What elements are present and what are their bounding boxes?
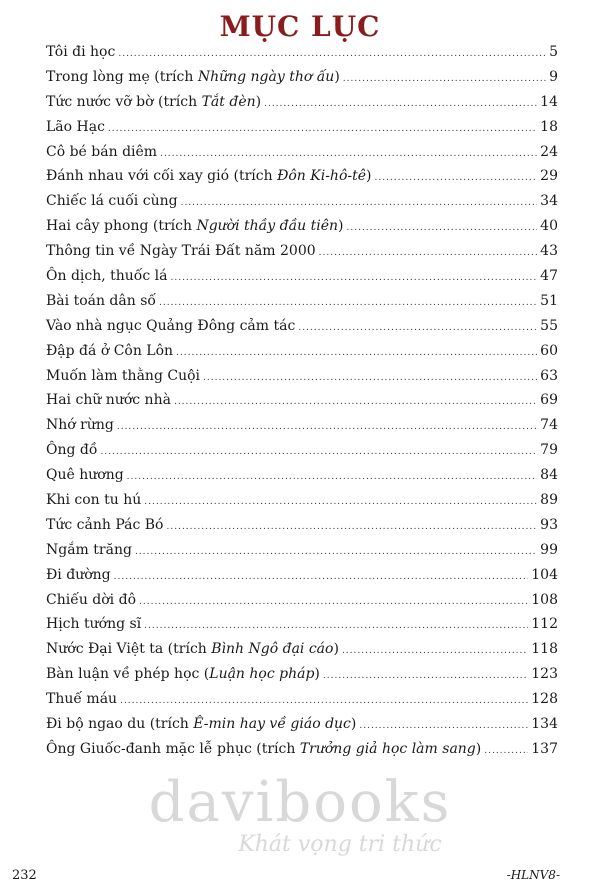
toc-entry[interactable] [46,417,558,442]
toc-entry-page: 5 [549,44,558,60]
toc-entry-title: Nhớ rừng [46,417,114,434]
toc-entry-title: Lão Hạc [46,118,105,135]
toc-entry-title: Hai chữ nước nhà [46,392,171,409]
toc-entry[interactable] [46,741,558,766]
toc-entry-title: Nước Đại Việt ta (trích Bình Ngô đại cáo) [46,641,339,658]
toc-entry[interactable] [46,44,558,69]
toc-entry-title: Cô bé bán diêm [46,143,158,160]
toc-entry[interactable] [46,368,558,393]
toc-entry[interactable] [46,517,558,542]
toc-entry[interactable] [46,94,558,119]
toc-entry[interactable] [46,144,558,169]
table-of-contents [46,44,558,766]
toc-entry-page: 40 [540,218,558,235]
toc-entry-page: 108 [531,591,558,608]
dot-leader [144,618,528,635]
toc-entry-page: 74 [540,417,558,434]
toc-entry[interactable] [46,243,558,268]
toc-entry[interactable] [46,467,558,492]
toc-entry[interactable] [46,716,558,741]
toc-entry[interactable] [46,268,558,293]
toc-entry[interactable] [46,119,558,144]
watermark-brand: davibooks [148,770,452,835]
toc-entry-page: 34 [540,193,558,210]
toc-entry-page: 118 [531,641,558,658]
toc-entry[interactable] [46,293,558,318]
toc-entry-page: 55 [540,317,558,334]
toc-entry-page: 60 [540,342,558,359]
dot-leader [127,469,538,486]
dot-leader [347,220,538,237]
dot-leader [343,71,546,88]
toc-entry[interactable] [46,218,558,243]
toc-entry-page: 123 [531,666,558,683]
dot-leader [117,419,537,436]
toc-entry[interactable] [46,616,558,641]
toc-entry-title: Quê hương [46,467,124,484]
toc-entry-source: Trưởng giả học làm sang [299,740,476,757]
toc-entry-page: 24 [540,143,558,160]
toc-entry[interactable] [46,343,558,368]
toc-entry-title: Khi con tu hú [46,492,142,509]
toc-entry-title: Ông Giuốc-đanh mặc lễ phục (trích Trưởng giả học làm sang) [46,740,482,757]
toc-entry-page: 51 [540,292,558,309]
toc-entry-page: 104 [531,566,558,583]
toc-entry[interactable] [46,168,558,193]
dot-leader [342,643,528,660]
toc-entry-title: Đi bộ ngao du (trích Ê-min hay về giáo dục) [46,716,357,733]
toc-entry-title: Trong lòng mẹ (trích Những ngày thơ ấu) [46,68,340,85]
toc-entry[interactable] [46,542,558,567]
toc-entry-title: Chiếu dời đô [46,591,136,608]
toc-entry-source: Tắt đèn [201,93,256,110]
page-number: 232 [12,868,37,883]
toc-entry[interactable] [46,69,558,94]
toc-entry-page: 99 [540,541,558,558]
dot-leader [264,96,537,113]
toc-entry[interactable] [46,193,558,218]
toc-entry-title: Ôn dịch, thuốc lá [46,268,168,285]
toc-entry-page: 14 [540,93,558,110]
dot-leader [135,544,537,561]
toc-entry-source: Ê-min hay về giáo dục [193,716,351,733]
toc-entry-source: Những ngày thơ ấu [197,68,335,85]
toc-entry[interactable] [46,567,558,592]
toc-entry-title: Ngắm trăng [46,541,132,558]
dot-leader [166,519,537,536]
dot-leader [160,146,537,163]
dot-leader [120,693,528,710]
dot-leader [118,46,546,63]
toc-entry-page: 89 [540,492,558,509]
toc-entry-source: Luận học pháp [209,666,315,683]
toc-entry-page: 128 [531,691,558,708]
toc-entry-title: Đập đá ở Côn Lôn [46,342,174,359]
dot-leader [298,320,537,337]
dot-leader [181,195,538,212]
toc-entry[interactable] [46,492,558,517]
toc-entry-title: Bài toán dân số [46,292,156,309]
dot-leader [203,370,537,387]
toc-entry-source: Đôn Ki-hô-tê [277,168,367,185]
toc-entry-title: Thuế máu [46,691,118,708]
toc-entry-source: Bình Ngô đại cáo [211,641,334,658]
toc-entry-title: Chiếc lá cuối cùng [46,193,178,210]
toc-entry-page: 43 [540,243,558,260]
toc-entry[interactable] [46,392,558,417]
toc-entry[interactable] [46,442,558,467]
toc-entry-page: 137 [531,740,558,757]
toc-entry-page: 63 [540,367,558,384]
toc-entry-page: 69 [540,392,558,409]
dot-leader [319,245,538,262]
dot-leader [374,170,537,187]
toc-entry-page: 18 [540,118,558,135]
page-title: MỤC LỤC [219,10,381,43]
toc-entry-title: Muốn làm thằng Cuội [46,367,200,384]
dot-leader [114,569,529,586]
toc-entry-title: Bàn luận về phép học (Luận học pháp) [46,666,320,683]
toc-entry-page: 79 [540,442,558,459]
toc-entry-page: 29 [540,168,558,185]
toc-entry-page: 112 [531,616,558,633]
dot-leader [100,444,537,461]
toc-entry-page: 47 [540,268,558,285]
toc-entry[interactable] [46,691,558,716]
dot-leader [176,345,537,362]
watermark-slogan: Khát vọng tri thức [238,832,442,857]
toc-entry-title: Tôi đi học [46,44,116,60]
toc-entry-title: Tức nước vỡ bờ (trích Tắt đèn) [46,93,262,110]
toc-entry-title: Hai cây phong (trích Người thầy đầu tiên) [46,218,344,235]
toc-entry-page: 84 [540,467,558,484]
toc-entry-title: Hịch tướng sĩ [46,616,142,633]
dot-leader [359,718,528,735]
toc-entry-page: 93 [540,516,558,533]
footer-code: -HLNV8- [506,868,560,882]
toc-entry[interactable] [46,641,558,666]
dot-leader [108,121,537,138]
toc-entry-source: Người thầy đầu tiên [196,218,339,235]
toc-entry-title: Ông đồ [46,442,98,459]
toc-entry[interactable] [46,592,558,617]
toc-entry[interactable] [46,318,558,343]
toc-entry[interactable] [46,666,558,691]
toc-entry-title: Đi đường [46,566,111,583]
toc-entry-title: Đánh nhau với cối xay gió (trích Đôn Ki-hô-tê) [46,168,372,185]
toc-entry-title: Vào nhà ngục Quảng Đông cảm tác [46,317,296,334]
toc-entry-title: Thông tin về Ngày Trái Đất năm 2000 [46,243,316,260]
dot-leader [144,494,537,511]
dot-leader [170,270,537,287]
toc-entry-page: 9 [549,68,558,85]
dot-leader [174,394,537,411]
dot-leader [484,743,528,760]
toc-entry-page: 134 [531,716,558,733]
toc-entry-title: Tức cảnh Pác Bó [46,516,164,533]
dot-leader [323,668,528,685]
dot-leader [139,594,528,611]
dot-leader [159,295,537,312]
